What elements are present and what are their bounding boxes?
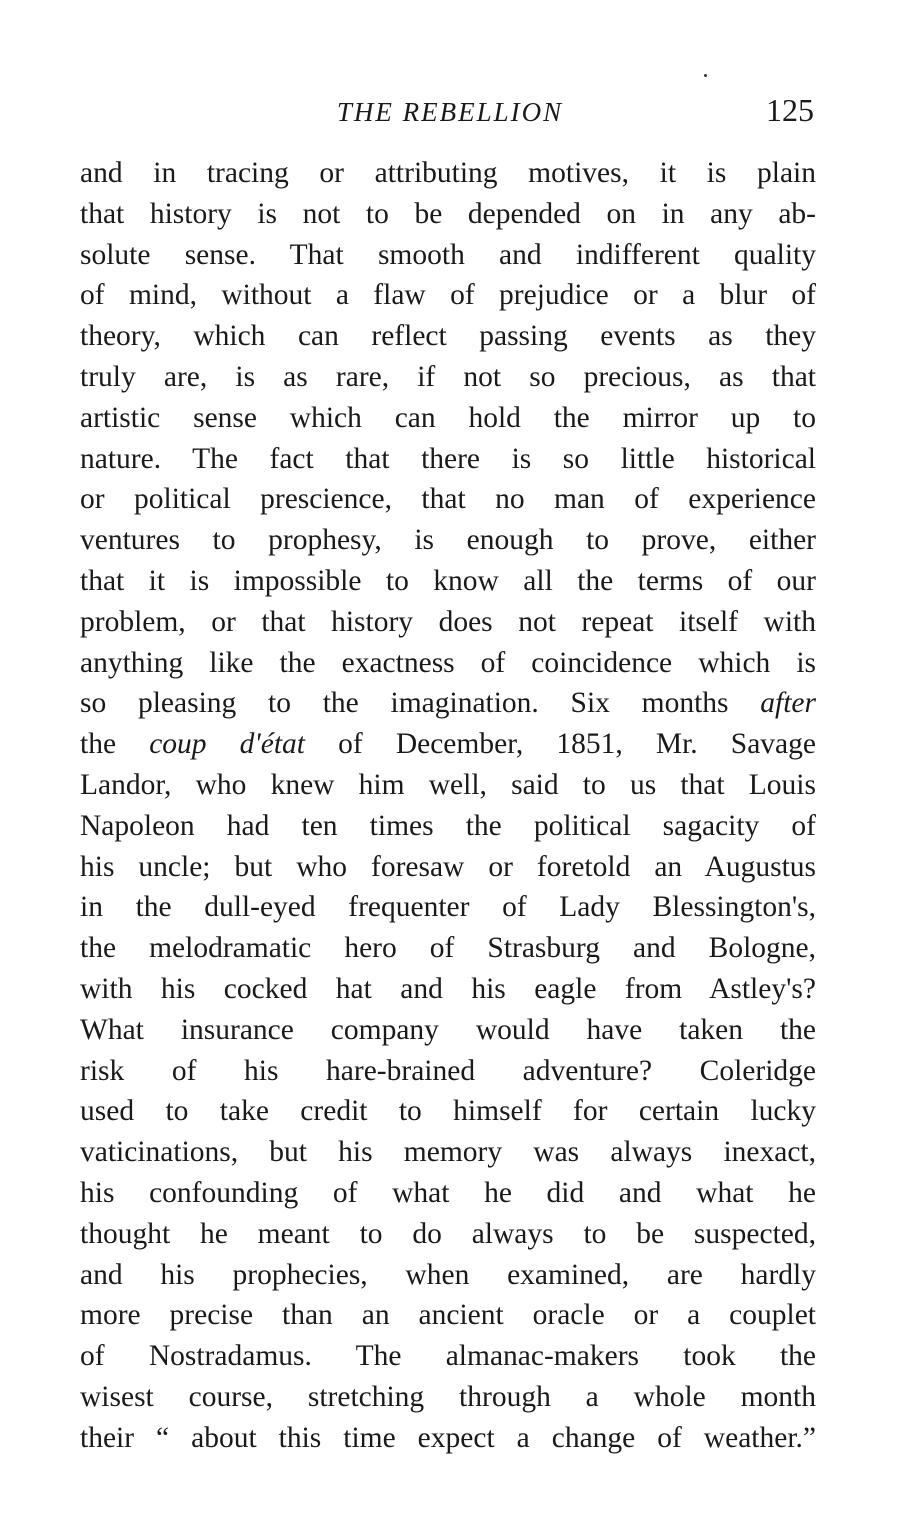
print-speck	[704, 74, 707, 77]
text-line: so pleasing to the imagination. Six months after	[80, 687, 816, 720]
text-line: the melodramatic hero of Strasburg and Bologne,	[80, 932, 816, 965]
text-line: solute sense. That smooth and indifferent quality	[80, 238, 816, 271]
text-line: that it is impossible to know all the terms of our	[80, 564, 816, 597]
text-line: problem, or that history does not repeat itself with	[80, 605, 816, 638]
text-line: of mind, without a flaw of prejudice or a blur of	[80, 279, 816, 312]
text-line: What insurance company would have taken the	[80, 1013, 816, 1046]
text-line: or political prescience, that no man of experience	[80, 483, 816, 516]
page-number: 125	[766, 92, 814, 128]
text-line: of Nostradamus. The almanac-makers took the	[80, 1340, 816, 1373]
text-line: theory, which can reflect passing events as they	[80, 320, 816, 353]
text-line: Napoleon had ten times the political sagacity of	[80, 809, 816, 842]
text-line: that history is not to be depended on in any ab-	[80, 197, 816, 230]
text-line: and in tracing or attributing motives, it is plain	[80, 157, 816, 189]
text-line: used to take credit to himself for certain lucky	[80, 1095, 816, 1128]
text-line: with his cocked hat and his eagle from Astley's?	[80, 972, 816, 1005]
text-line: Landor, who knew him well, said to us that Louis	[80, 768, 816, 801]
text-line: nature. The fact that there is so little historical	[80, 442, 816, 475]
text-line: in the dull-eyed frequenter of Lady Blessington's,	[80, 891, 816, 924]
text-line: wisest course, stretching through a whole month	[80, 1380, 816, 1413]
text-line: vaticinations, but his memory was always inexact,	[80, 1136, 816, 1169]
text-line: risk of his hare-brained adventure? Coleridge	[80, 1054, 816, 1087]
running-head	[80, 92, 820, 132]
text-line: his confounding of what he did and what he	[80, 1176, 816, 1209]
text-line: artistic sense which can hold the mirror up to	[80, 401, 816, 434]
text-line: truly are, is as rare, if not so precious, as that	[80, 360, 816, 393]
text-line: his uncle; but who foresaw or foretold an Augustus	[80, 850, 816, 883]
running-title: THE REBELLION	[336, 97, 564, 127]
text-line: thought he meant to do always to be suspected,	[80, 1217, 816, 1250]
text-line: and his prophecies, when examined, are hardly	[80, 1258, 816, 1291]
text-line: ventures to prophesy, is enough to prove, either	[80, 524, 816, 557]
text-line: anything like the exactness of coincidence which is	[80, 646, 816, 679]
body-text	[80, 153, 816, 1459]
text-line: more precise than an ancient oracle or a couplet	[80, 1299, 816, 1332]
text-line: the coup d'état of December, 1851, Mr. Savage	[80, 728, 816, 761]
text-line: their “ about this time expect a change of weather.”	[80, 1421, 816, 1454]
